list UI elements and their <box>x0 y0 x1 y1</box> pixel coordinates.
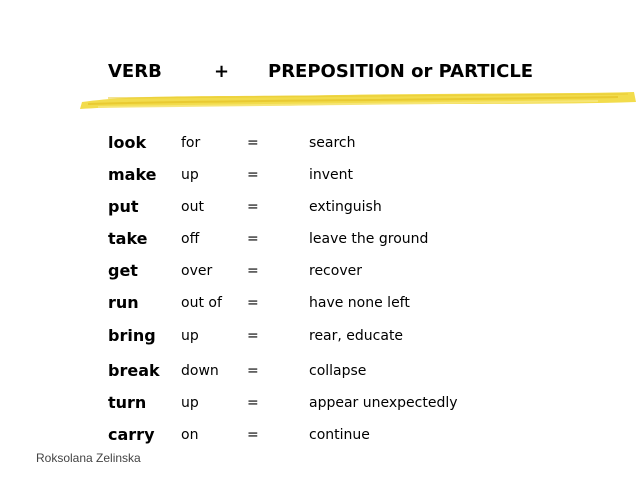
author-footer: Roksolana Zelinska <box>36 451 141 465</box>
particle-cell: off <box>181 231 200 247</box>
highlighter-stroke <box>78 88 638 114</box>
particle-cell: up <box>181 395 199 411</box>
header-plus: + <box>214 61 230 82</box>
verb-cell: put <box>108 197 139 216</box>
particle-cell: over <box>181 263 213 279</box>
table-row <box>0 259 638 283</box>
table-row <box>0 227 638 251</box>
equals-sign: = <box>247 363 259 379</box>
verb-cell: make <box>108 165 157 184</box>
meaning-cell: recover <box>309 263 362 279</box>
table-row <box>0 359 638 383</box>
meaning-cell: appear unexpectedly <box>309 395 458 411</box>
verb-cell: break <box>108 361 160 380</box>
meaning-cell: leave the ground <box>309 231 429 247</box>
equals-sign: = <box>247 395 259 411</box>
particle-cell: on <box>181 427 199 443</box>
particle-cell: out of <box>181 295 222 311</box>
meaning-cell: collapse <box>309 363 367 379</box>
equals-sign: = <box>247 135 259 151</box>
table-row <box>0 195 638 219</box>
meaning-cell: have none left <box>309 295 410 311</box>
verb-cell: turn <box>108 393 147 412</box>
particle-cell: down <box>181 363 219 379</box>
table-row <box>0 423 638 447</box>
particle-cell: out <box>181 199 204 215</box>
table-row <box>0 131 638 155</box>
table-row <box>0 391 638 415</box>
equals-sign: = <box>247 328 259 344</box>
verb-cell: bring <box>108 326 156 345</box>
verb-cell: run <box>108 293 139 312</box>
verb-cell: carry <box>108 425 155 444</box>
header-verb: VERB <box>108 61 162 82</box>
meaning-cell: extinguish <box>309 199 382 215</box>
equals-sign: = <box>247 231 259 247</box>
meaning-cell: search <box>309 135 356 151</box>
verb-cell: get <box>108 261 138 280</box>
equals-sign: = <box>247 167 259 183</box>
particle-cell: up <box>181 328 199 344</box>
particle-cell: for <box>181 135 201 151</box>
verb-cell: look <box>108 133 147 152</box>
meaning-cell: invent <box>309 167 354 183</box>
meaning-cell: continue <box>309 427 370 443</box>
equals-sign: = <box>247 295 259 311</box>
table-row <box>0 291 638 315</box>
equals-sign: = <box>247 427 259 443</box>
table-row <box>0 163 638 187</box>
table-row <box>0 324 638 348</box>
equals-sign: = <box>247 263 259 279</box>
meaning-cell: rear, educate <box>309 328 404 344</box>
equals-sign: = <box>247 199 259 215</box>
particle-cell: up <box>181 167 199 183</box>
verb-cell: take <box>108 229 148 248</box>
header-preposition: PREPOSITION or PARTICLE <box>268 61 534 82</box>
